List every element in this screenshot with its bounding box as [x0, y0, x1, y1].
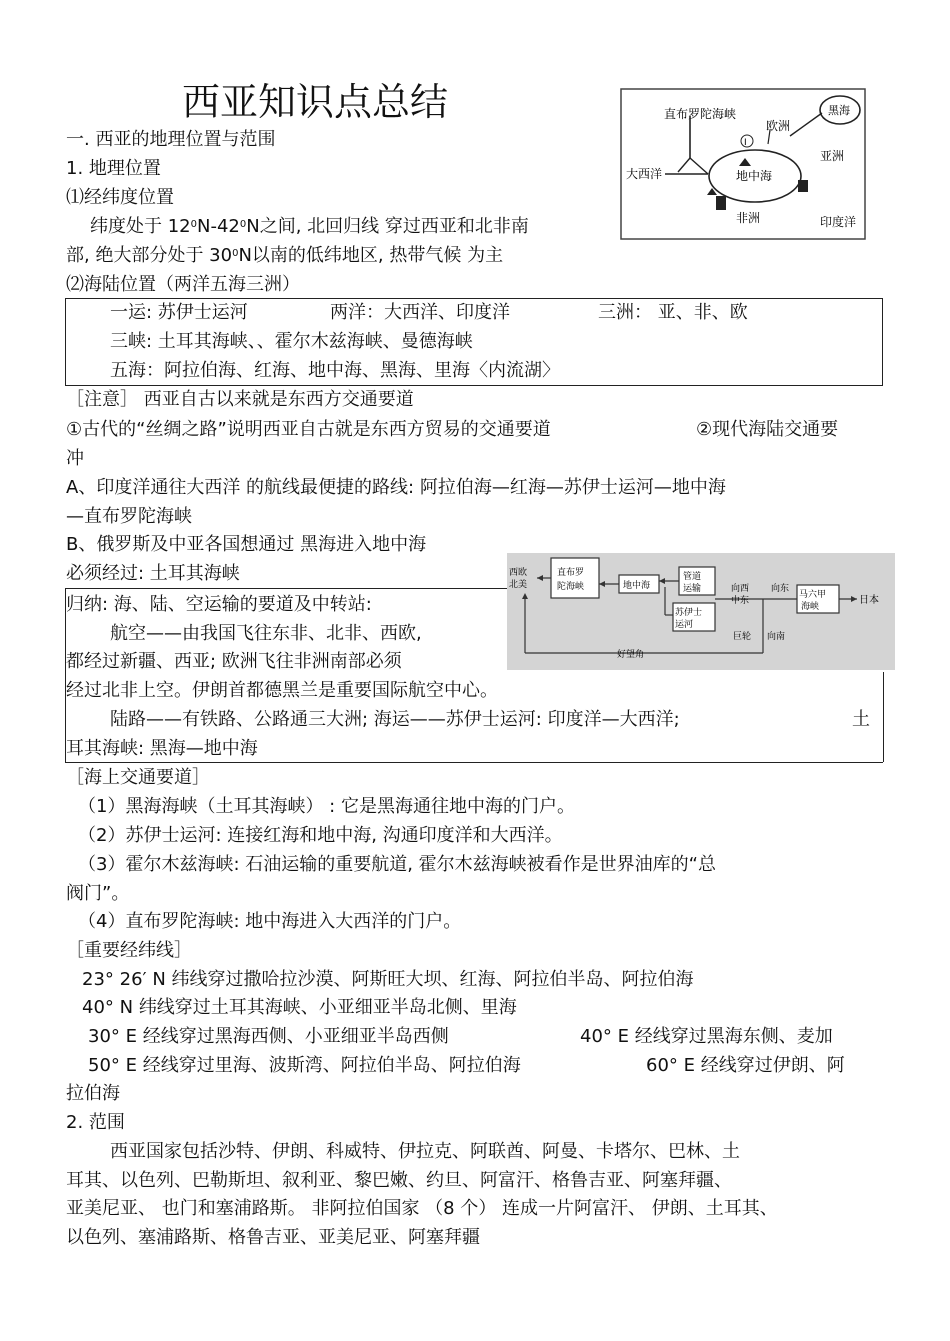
section-2-heading: 2. 范围 — [66, 1112, 125, 1133]
note-line-1a: ①古代的“丝绸之路”说明西亚自古就是东西方贸易的交通要道 — [66, 419, 551, 440]
box2-line-5b: 土 — [852, 709, 870, 730]
flow-gib-2: 陀海峡 — [557, 582, 585, 592]
box2-line-5a: 陆路——有铁路、公路通三大洲; 海运——苏伊士运河: 印度洋—大西洋; — [110, 709, 680, 730]
latlon-heading: ⑴经纬度位置 — [66, 187, 174, 208]
map-label-africa: 非洲 — [736, 211, 761, 225]
flow-eastwest-2: 中东 — [731, 596, 750, 606]
box2-top-line — [65, 588, 507, 589]
section-1-1-heading: 1. 地理位置 — [66, 158, 161, 179]
latlon-para-2: 部, 绝大部分处于 $30^0N$以南的低纬地区, 热带气候 为主 — [66, 245, 504, 266]
scope-line-1: 西亚国家包括沙特、伊朗、科威特、伊拉克、阿联酋、阿曼、卡塔尔、巴林、土 — [110, 1141, 740, 1162]
box1-line-1b: 两洋：大西洋、印度洋 — [330, 302, 510, 323]
flow-malacca-2: 海峡 — [801, 602, 820, 612]
note-line-1c: 冲 — [66, 448, 84, 469]
map-label-europe: 欧洲 — [766, 119, 791, 133]
route-a-line-2: —直布罗陀海峡 — [66, 506, 192, 527]
flow-japan: 日本 — [859, 595, 879, 606]
flow-westeu-1: 西欧 — [509, 568, 528, 578]
sealand-heading: ⑵海陆位置（两洋五海三洲） — [66, 274, 300, 295]
scope-line-4: 以色列、塞浦路斯、格鲁吉亚、亚美尼亚、阿塞拜疆 — [66, 1227, 480, 1248]
flow-westeu-2: 北美 — [509, 580, 528, 590]
lon-60b: 拉伯海 — [66, 1083, 120, 1104]
box2-line-2: 航空——由我国飞往东非、北非、西欧, — [110, 623, 422, 644]
lon-50: 50° E 经线穿过里海、波斯湾、阿拉伯半岛、阿拉伯海 — [88, 1055, 521, 1076]
box1-line-3: 五海：阿拉伯海、红海、地中海、黑海、里海〈内流湖〉 — [110, 360, 560, 381]
flow-malacca-1: 马六甲 — [799, 590, 827, 600]
box2-line-4: 经过北非上空。伊朗首都德黑兰是重要国际航空中心。 — [66, 680, 498, 701]
flow-pipe-2: 运输 — [683, 584, 702, 594]
route-a-line-1: A、印度洋通往大西洋 的航线最便捷的路线: 阿拉伯海—红海—苏伊士运河—地中海 — [66, 477, 726, 498]
route-b-line-1: B、俄罗斯及中亚各国想通过 黑海进入地中海 — [66, 534, 427, 555]
transport-flow-diagram — [507, 553, 895, 670]
box1-line-2: 三峡: 土耳其海峡、、霍尔木兹海峡、曼德海峡 — [110, 331, 473, 352]
box1-line-1a: 一运: 苏伊士运河 — [110, 302, 248, 323]
sea-item-4: （4）直布罗陀海峡: 地中海进入大西洋的门户。 — [78, 911, 462, 932]
map-label-indian: 印度洋 — [820, 215, 857, 229]
map-label-blacksea: 黑海 — [828, 104, 850, 117]
sea-item-3b: 阀门”。 — [66, 883, 130, 904]
flow-south: 向南 — [767, 632, 786, 642]
flow-eastwest-1: 向西 — [731, 584, 750, 594]
box2-line-6: 耳其海峡: 黑海—地中海 — [66, 738, 258, 759]
map-label-gibraltar: 直布罗陀海峡 — [664, 107, 737, 121]
scope-line-2: 耳其、以色列、巴勒斯坦、叙利亚、黎巴嫩、约旦、阿富汗、格鲁吉亚、阿塞拜疆、 — [66, 1170, 732, 1191]
route-b-line-2: 必须经过: 土耳其海峡 — [66, 563, 240, 584]
lon-40: 40° E 经线穿过黑海东侧、麦加 — [580, 1026, 833, 1047]
sea-item-2: （2）苏伊士运河: 连接红海和地中海, 沟通印度洋和大西洋。 — [78, 825, 563, 846]
scope-line-3: 亚美尼亚、 也门和塞浦路斯。 非阿拉伯国家 （8 个） 连成一片阿富汗、 伊朗、土耳其、 — [66, 1198, 778, 1219]
box1-line-1c: 三洲： 亚、非、欧 — [598, 302, 748, 323]
map-figure — [620, 88, 866, 240]
map-marker-label: Ⅰ — [744, 138, 747, 148]
box2-line-1: 归纳: 海、陆、空运输的要道及中转站: — [66, 594, 372, 615]
sea-item-3: （3）霍尔木兹海峡: 石油运输的重要航道, 霍尔木兹海峡被看作是世界油库的“总 — [78, 854, 717, 875]
flow-med: 地中海 — [623, 581, 651, 591]
flow-eastward: 向东 — [771, 584, 790, 594]
flow-suez-1: 苏伊士 — [675, 608, 703, 618]
map-label-med: 地中海 — [736, 169, 773, 183]
flow-pipe-1: 管道 — [683, 572, 702, 582]
flow-cape: 好望角 — [617, 650, 645, 660]
latlon-para-1: 纬度处于 $12^0N-42^0N$之间, 北回归线 穿过西亚和北非南 — [90, 216, 529, 237]
box2-right-line — [883, 672, 884, 762]
lon-30: 30° E 经线穿过黑海西侧、小亚细亚半岛西侧 — [88, 1026, 449, 1047]
section-1-heading: 一. 西亚的地理位置与范围 — [66, 129, 276, 150]
map-label-asia: 亚洲 — [820, 149, 845, 163]
note-heading: ［注意］ 西亚自古以来就是东西方交通要道 — [66, 389, 414, 410]
lon-60: 60° E 经线穿过伊朗、阿 — [646, 1055, 845, 1076]
sea-item-1: （1）黑海海峡（土耳其海峡） : 它是黑海通往地中海的门户。 — [78, 796, 575, 817]
lat-heading: ［重要经纬线］ — [66, 940, 192, 961]
note-line-1b: ②现代海陆交通要 — [696, 419, 839, 440]
sea-heading: ［海上交通要道］ — [66, 767, 210, 788]
lat-line-2: 40° N 纬线穿过土耳其海峡、小亚细亚半岛北侧、里海 — [82, 997, 517, 1018]
flow-suez-2: 运河 — [675, 620, 694, 630]
flow-tanker: 巨轮 — [733, 632, 752, 642]
lat-line-1: 23° 26′ N 纬线穿过撒哈拉沙漠、阿斯旺大坝、红海、阿拉伯半岛、阿拉伯海 — [82, 969, 694, 990]
page-title: 西亚知识点总结 — [182, 80, 449, 124]
box2-bottom-line — [65, 762, 883, 763]
box2-line-3: 都经过新疆、西亚; 欧洲飞往非洲南部必须 — [66, 651, 402, 672]
flow-gib-1: 直布罗 — [557, 568, 585, 578]
map-label-atlantic: 大西洋 — [626, 167, 663, 181]
